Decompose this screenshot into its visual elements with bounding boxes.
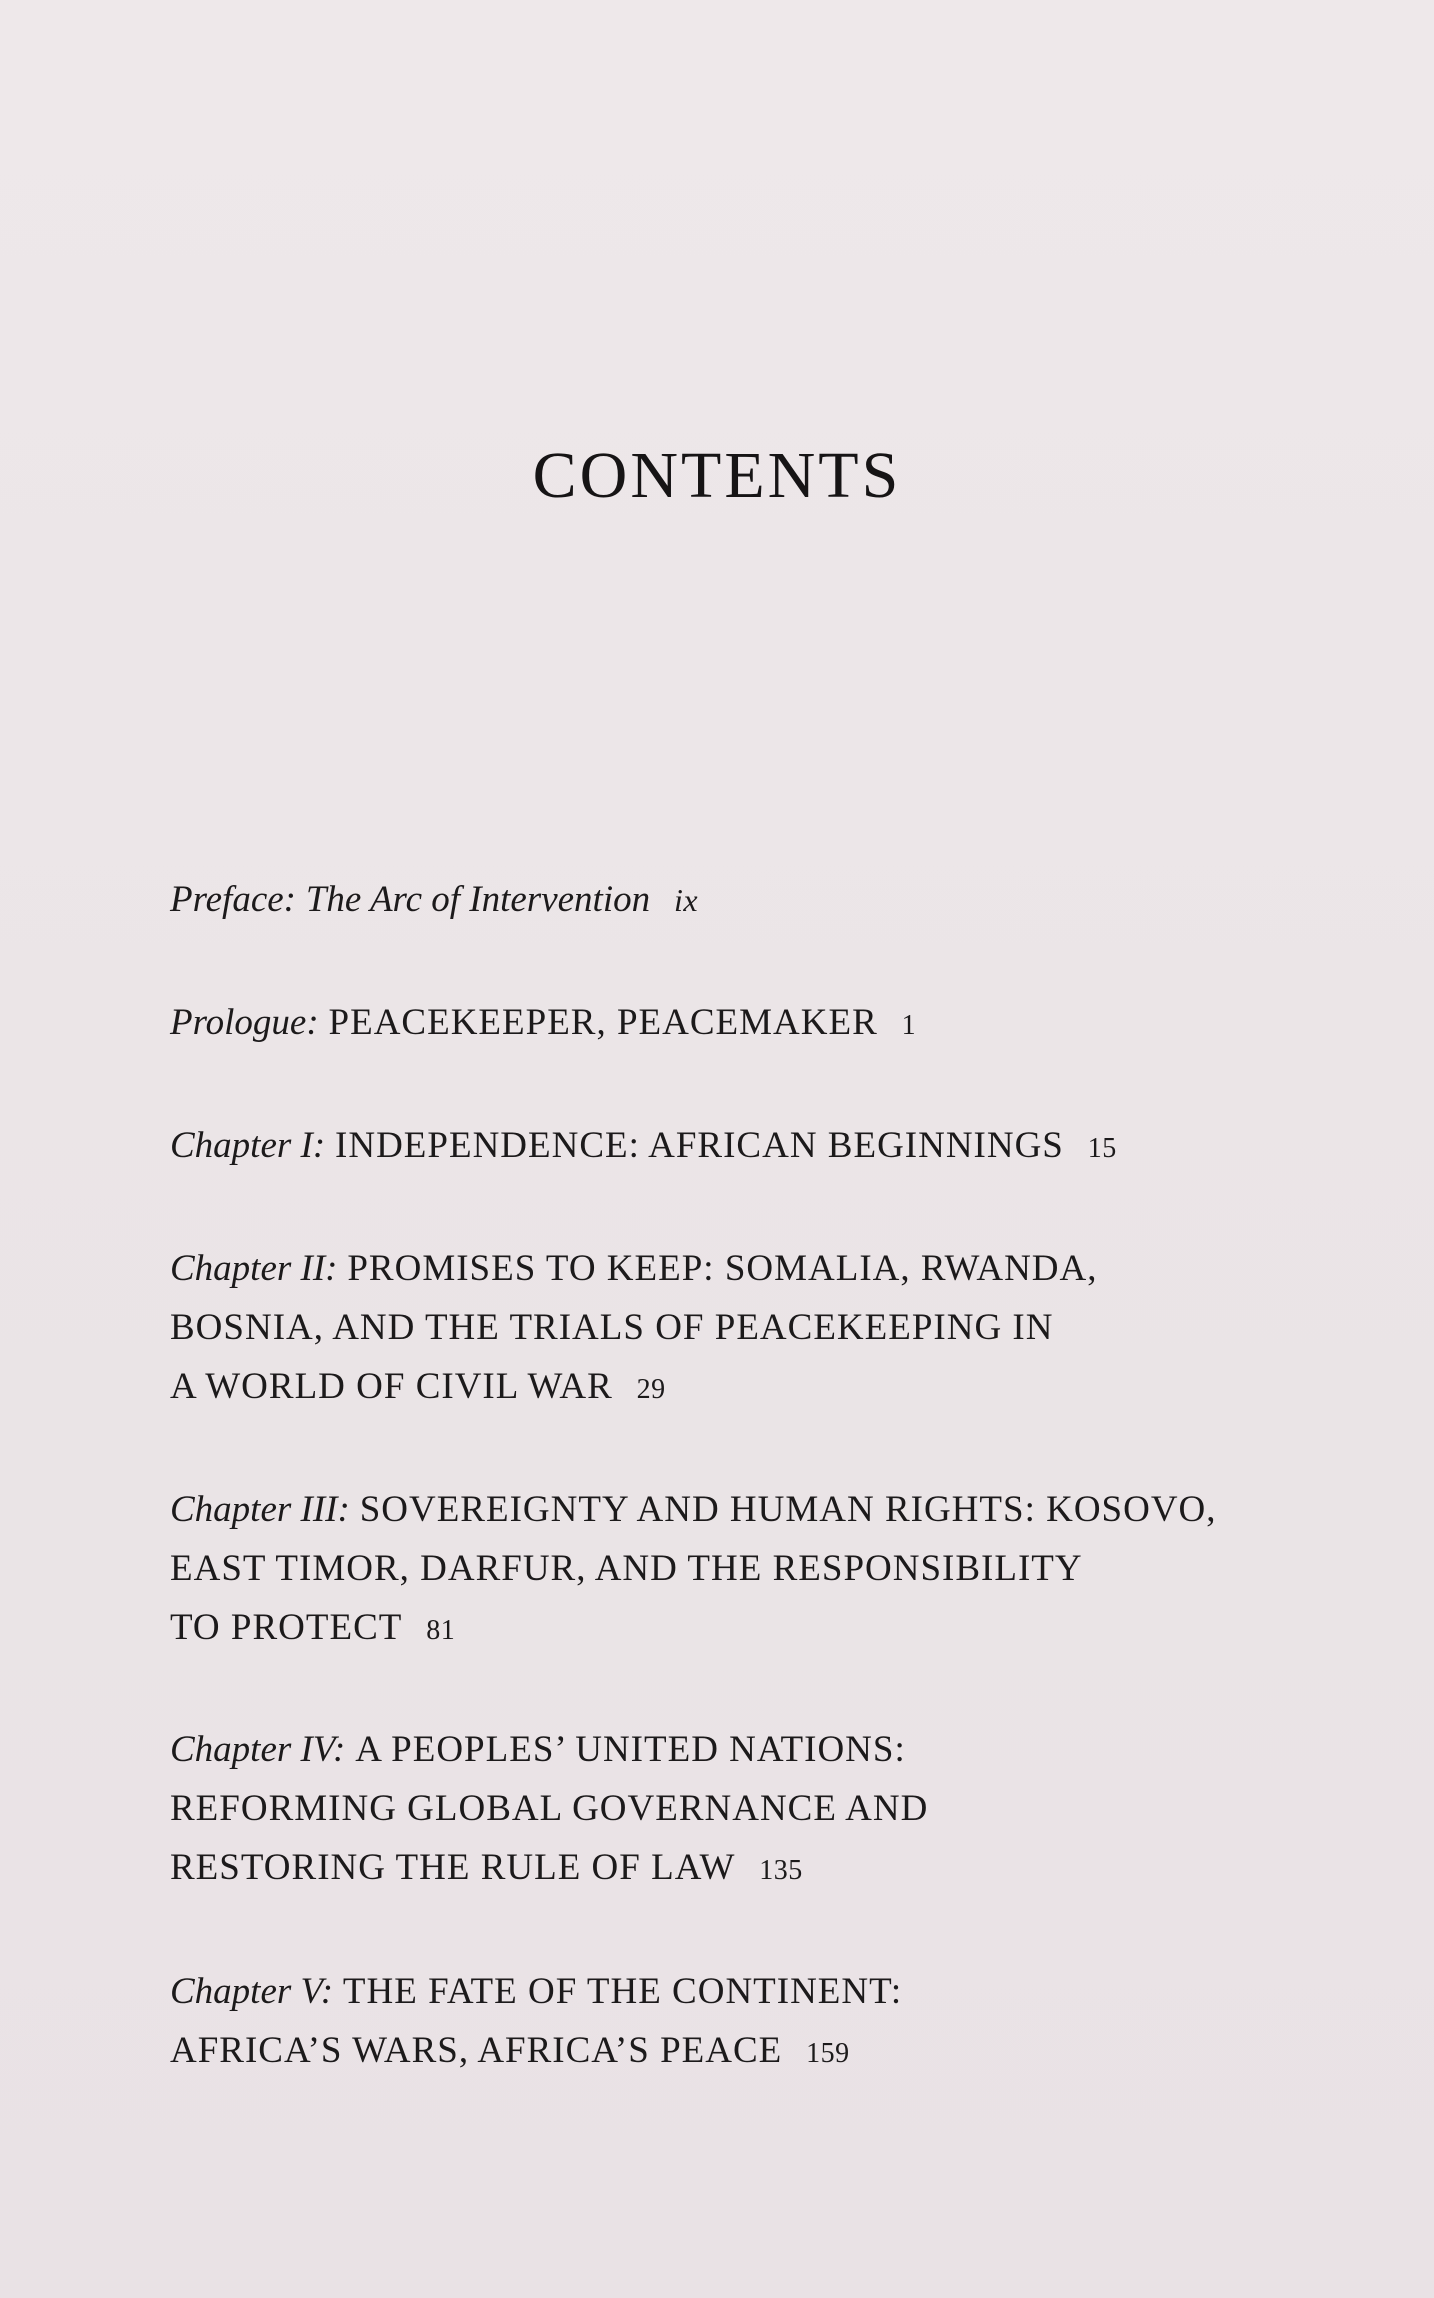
toc-line bbox=[170, 1539, 1300, 1598]
toc-entry-chapter-3 bbox=[170, 1480, 1300, 1660]
entry-title-line: TO PROTECT bbox=[170, 1607, 403, 1648]
entry-title-line: RESTORING THE RULE OF LAW bbox=[170, 1847, 736, 1888]
toc-entry-preface bbox=[170, 870, 1300, 930]
entry-title-line: THE FATE OF THE CONTINENT: bbox=[342, 1971, 903, 2012]
page-number: 81 bbox=[426, 1615, 456, 1646]
entry-label: Chapter I: bbox=[170, 1125, 326, 1166]
toc-line bbox=[170, 993, 1300, 1055]
toc-entry-chapter-2 bbox=[170, 1239, 1300, 1419]
toc-line bbox=[170, 1720, 1300, 1779]
entry-title-line: PROMISES TO KEEP: SOMALIA, RWANDA, bbox=[347, 1248, 1098, 1289]
toc-line bbox=[170, 1357, 1300, 1419]
toc-line bbox=[170, 870, 1300, 930]
entry-title: PEACEKEEPER, PEACEMAKER bbox=[328, 1002, 878, 1043]
toc-line bbox=[170, 1298, 1300, 1357]
entry-title-line: A PEOPLES’ UNITED NATIONS: bbox=[355, 1729, 906, 1770]
entry-label: Chapter IV: bbox=[170, 1729, 346, 1770]
entry-title-line: INDEPENDENCE: AFRICAN BEGINNINGS bbox=[335, 1125, 1064, 1166]
toc-entry-chapter-5 bbox=[170, 1962, 1300, 2083]
toc-line bbox=[170, 1239, 1300, 1298]
page-number: ix bbox=[673, 882, 699, 918]
page-title: CONTENTS bbox=[532, 439, 902, 512]
page-number: 1 bbox=[901, 1010, 917, 1041]
entry-title: The Arc of Intervention bbox=[305, 879, 651, 920]
entry-title-line: REFORMING GLOBAL GOVERNANCE AND bbox=[170, 1788, 929, 1829]
toc-line bbox=[170, 1962, 1300, 2021]
page-number: 159 bbox=[806, 2038, 850, 2069]
toc-line bbox=[170, 1598, 1300, 1660]
entry-label: Chapter V: bbox=[170, 1971, 334, 2012]
toc-entry-prologue bbox=[170, 993, 1300, 1055]
entry-label: Chapter III: bbox=[170, 1489, 350, 1530]
page-number: 15 bbox=[1087, 1133, 1117, 1164]
entry-label: Chapter II: bbox=[170, 1248, 338, 1289]
entry-title-line: A WORLD OF CIVIL WAR bbox=[170, 1366, 613, 1407]
toc-line bbox=[170, 1779, 1300, 1838]
entry-title-line: BOSNIA, AND THE TRIALS OF PEACEKEEPING IN bbox=[170, 1307, 1054, 1348]
toc-line bbox=[170, 1480, 1300, 1539]
toc-line bbox=[170, 2021, 1300, 2083]
entry-title-line: AFRICA’S WARS, AFRICA’S PEACE bbox=[170, 2030, 783, 2071]
page-number: 29 bbox=[636, 1374, 666, 1405]
toc-entry-chapter-4 bbox=[170, 1720, 1300, 1900]
toc-entry-chapter-1 bbox=[170, 1116, 1300, 1178]
entry-label: Prologue: bbox=[170, 1002, 319, 1043]
page-number: 135 bbox=[759, 1855, 803, 1886]
entry-label: Preface: bbox=[170, 879, 296, 920]
entry-title-line: SOVEREIGNTY AND HUMAN RIGHTS: KOSOVO, bbox=[359, 1489, 1217, 1530]
entry-title-line: EAST TIMOR, DARFUR, AND THE RESPONSIBILITY bbox=[170, 1548, 1083, 1589]
toc-line bbox=[170, 1116, 1300, 1178]
toc-line bbox=[170, 1838, 1300, 1900]
